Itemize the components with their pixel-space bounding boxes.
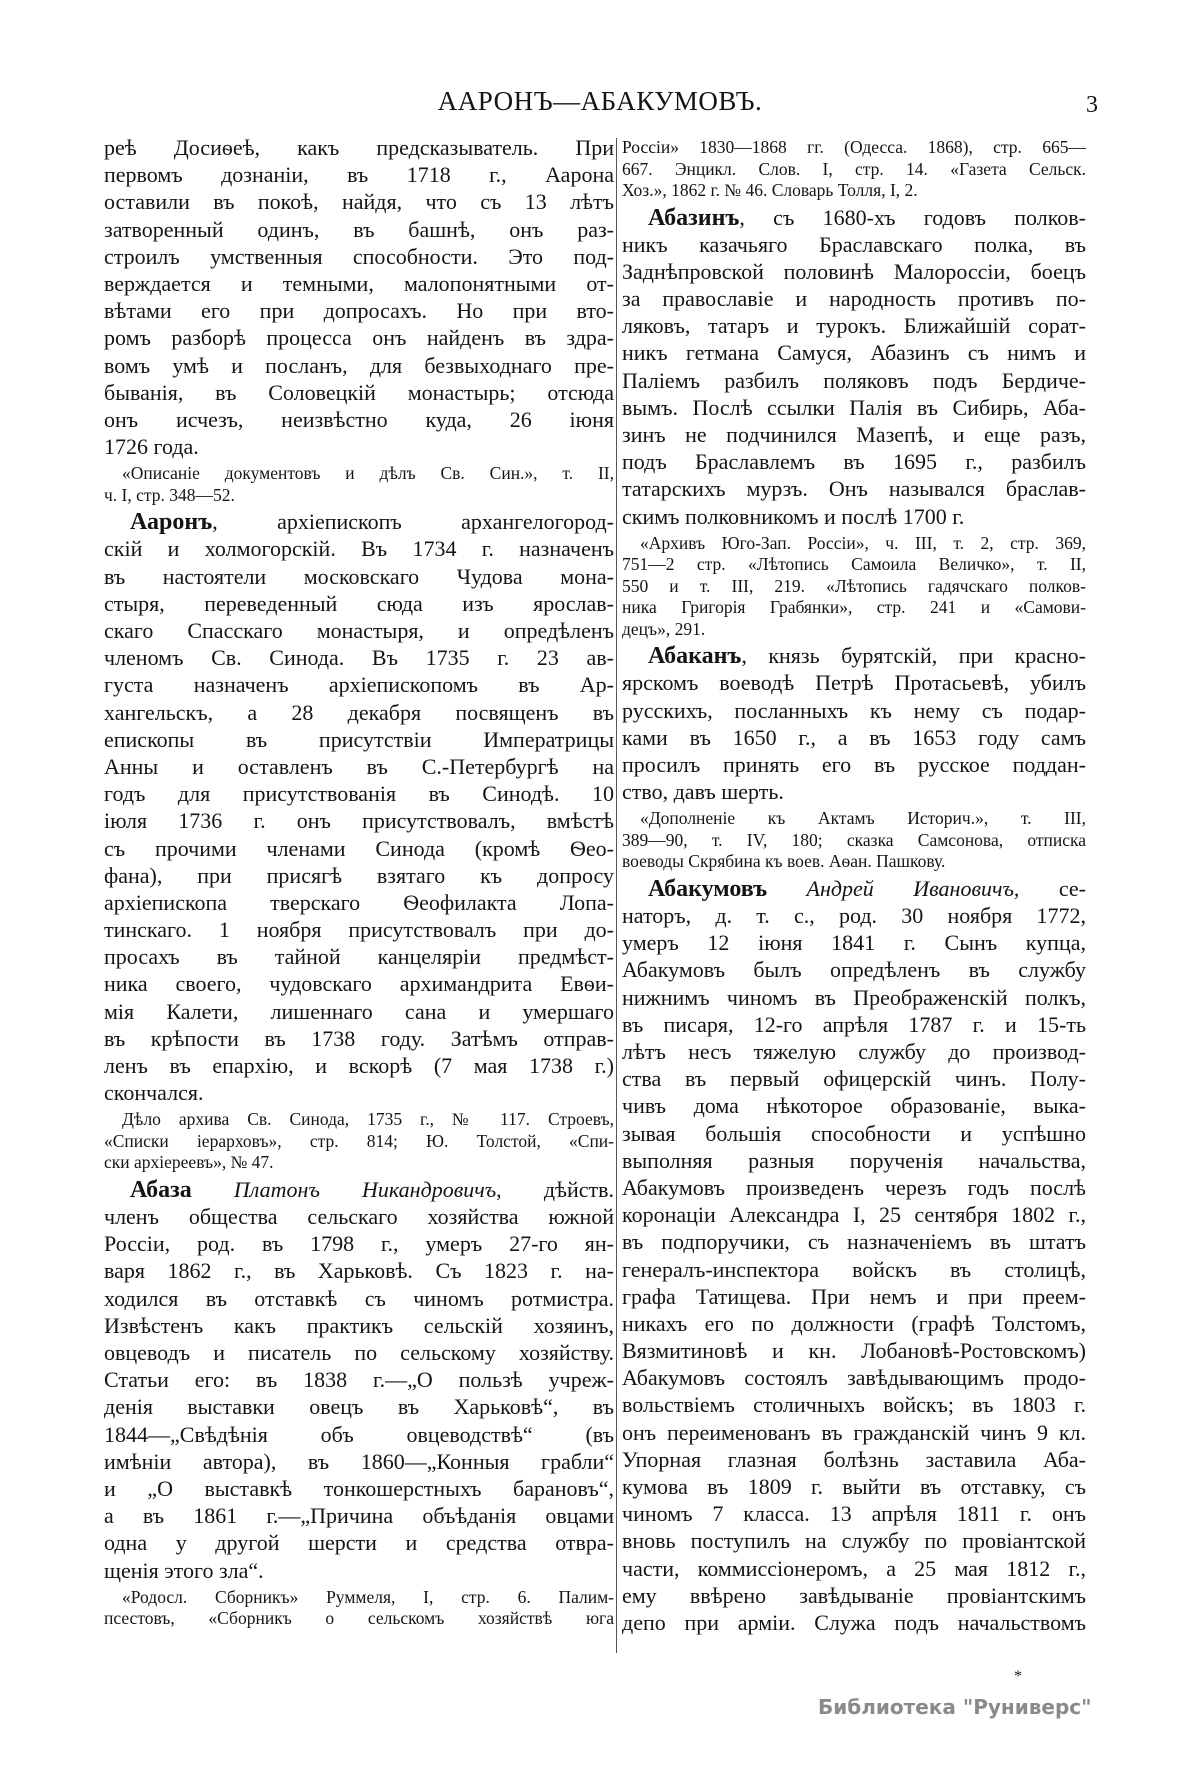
text-line: «Дополненіе къ Актамъ Историч.», т. III, (640, 808, 1086, 829)
text-line: имѣніи автора), въ 1860—„Конныя грабли“ (104, 1448, 614, 1474)
text-line: зывая большія способности и успѣшно (622, 1120, 1086, 1146)
text-line: ленъ въ епархію, и вскорѣ (7 мая 1738 г.) (104, 1053, 614, 1078)
text-line: воеводы Скрябина къ воев. Аѳан. Пашкову. (622, 851, 946, 872)
entry-text: , съ 1680-хъ годовъ полков- (739, 204, 1086, 230)
entry-text: , се- (1013, 875, 1086, 901)
text-line: въ подпоручики, съ назначеніемъ въ штатъ (622, 1229, 1086, 1255)
text-line: вѣтами его при допросахъ. Но при вто- (104, 298, 614, 324)
reference-block (622, 137, 1086, 202)
text-line: Россіи, род. въ 1798 г., умеръ 27-го ян- (104, 1231, 614, 1257)
text-line: 389—90, т. IV, 180; сказка Самсонова, отписка (622, 829, 1086, 850)
text-line: фана), при присягѣ взятаго къ допросу (104, 862, 614, 888)
text-line: Заднѣпровской половинѣ Малороссіи, боецъ (622, 258, 1086, 284)
text-line: тинскаго. 1 ноября присутствовалъ при до- (104, 917, 614, 943)
text-line: графа Татищева. При немъ и при преем- (622, 1283, 1086, 1309)
text-line: «Списки іерарховъ», стр. 814; Ю. Толстой, «Спи- (104, 1130, 614, 1151)
text-line: Россіи» 1830—1868 гг. (Одесса. 1868), стр. 665— (622, 137, 1086, 157)
text-line: одна у другой шерсти и средства отвра- (104, 1530, 614, 1556)
text-line: Упорная глазная болѣзнь заставила Аба- (622, 1446, 1086, 1472)
running-head: ААРОНЪ—АБАКУМОВЪ. (437, 86, 763, 116)
text-line: стыря, переведенный сюда изъ ярослав- (104, 590, 614, 616)
text-line: «Архивъ Юго-Зап. Россіи», ч. III, т. 2, стр. 369, (640, 532, 1086, 553)
text-line: густа назначенъ архіепископомъ въ Ар- (104, 672, 614, 698)
text-line: децъ», 291. (622, 618, 706, 639)
text-line: ему ввѣрено завѣдываніе провіантскимъ (622, 1582, 1086, 1608)
text-line: чиномъ 7 класса. 13 апрѣля 1811 г. онъ (622, 1501, 1086, 1527)
text-line: Извѣстенъ какъ практикъ сельскій хозяинъ, (104, 1312, 614, 1338)
text-line: лѣтъ несъ тяжелую службу до производ- (622, 1039, 1086, 1064)
text-line: хангельскъ, а 28 декабря посвященъ въ (104, 699, 614, 725)
text-line: русскихъ, посланныхъ къ нему съ подар- (622, 697, 1086, 723)
entry-headword: Абаканъ (648, 643, 742, 670)
text-line: Абакумовъ произведенъ черезъ годъ послѣ (622, 1174, 1086, 1200)
text-line: вновь поступилъ на службу по провіантской (622, 1528, 1086, 1554)
text-line: ника своего, чудовскаго архимандрита Евѳи- (104, 971, 614, 997)
entry-name-italic: Андрей Ивановичъ (767, 875, 1014, 901)
text-line: скончался. (104, 1080, 204, 1106)
text-line: реѣ Досиѳеѣ, какъ предсказыватель. При (104, 135, 614, 160)
text-line: ходился въ отставкѣ съ чиномъ ротмистра. (104, 1285, 614, 1311)
text-line: псестовъ, «Сборникъ о сельскомъ хозяйствѣ юга (104, 1608, 614, 1629)
text-line: «Родосл. Сборникъ» Руммеля, I, стр. 6. Палим- (122, 1586, 614, 1607)
text-line: Статьи его: въ 1838 г.—„О пользѣ учреж- (104, 1367, 614, 1393)
text-line: генералъ-инспектора войскъ въ столицѣ, (622, 1256, 1086, 1282)
text-line: Дѣло архива Св. Синода, 1735 г., № 117. Строевъ, (122, 1109, 614, 1130)
text-line: ляковъ, татаръ и турокъ. Ближайшій сорат- (622, 313, 1086, 339)
entry-text: , князь бурятскій, при красно- (741, 643, 1086, 669)
text-line: первомъ дознаніи, въ 1718 г., Аарона (104, 162, 614, 188)
text-line: 1726 года. (104, 434, 199, 460)
text-line: Абакумовъ состоялъ завѣдывающимъ продо- (622, 1365, 1086, 1391)
article-entry (104, 508, 614, 1106)
page-number: 3 (1086, 92, 1098, 118)
entry-text: , архіепископъ архангелогород- (212, 509, 614, 535)
text-line: Абакумовъ былъ опредѣленъ въ службу (622, 957, 1086, 983)
text-line: ство, давъ шерть. (622, 779, 784, 805)
text-line: кумова въ 1809 г. выйти въ отставку, съ (622, 1474, 1086, 1499)
text-line: ч. I, стр. 348—52. (104, 484, 235, 505)
text-line: денія выставки овецъ въ Харьковѣ“, въ (104, 1394, 614, 1420)
text-line: скаго Спасскаго монастыря, и опредѣленъ (104, 618, 614, 643)
text-line: Хоз.», 1862 г. № 46. Словарь Толля, I, 2. (622, 180, 918, 200)
text-line: 1844—„Свѣдѣнія объ овцеводствѣ“ (въ (104, 1421, 614, 1447)
text-line: ства въ первый офицерскій чинъ. Полу- (622, 1066, 1086, 1092)
text-line: а въ 1861 г.—„Причина объѣданія овцами (104, 1503, 614, 1529)
reference-block (622, 533, 1086, 641)
text-line: и „О выставкѣ тонкошерстныхъ барановъ“, (104, 1475, 614, 1501)
right-column (622, 134, 1086, 1636)
text-line: никахъ его по должности (графѣ Толстомъ, (622, 1310, 1086, 1336)
text-line: чивъ дома нѣкоторое образованіе, выка- (622, 1093, 1086, 1119)
text-line: годъ для присутствованія въ Синодѣ. 10 (104, 781, 614, 807)
text-line: выполняя разныя порученія начальства, (622, 1147, 1086, 1173)
text-line: 550 и т. III, 219. «Лѣтопись гадячскаго полков- (622, 575, 1086, 596)
text-line: «Описаніе документовъ и дѣлъ Св. Син.», т. II, (122, 463, 614, 484)
text-line (104, 1176, 614, 1203)
text-line: въ настоятели московскаго Чудова мона- (104, 563, 614, 589)
entry-headword: Абаза (130, 1176, 192, 1203)
text-line: съ прочими членами Синода (кромѣ Ѳео- (104, 835, 614, 861)
article-entry (104, 134, 614, 460)
reference-block (104, 1587, 614, 1630)
reference-block (622, 808, 1086, 873)
text-line: части, коммиссіонеромъ, а 25 мая 1812 г., (622, 1555, 1086, 1581)
text-line: верждается и темными, малопонятными от- (104, 270, 614, 296)
reference-block (104, 463, 614, 506)
text-line: епископы въ присутствіи Императрицы (104, 726, 614, 752)
text-line: варя 1862 г., въ Харьковѣ. Съ 1823 г. на- (104, 1258, 614, 1284)
text-line: въ писаря, 12-го апрѣля 1787 г. и 15-ть (622, 1011, 1086, 1037)
text-line: ски архіереевъ», № 47. (104, 1152, 274, 1173)
library-watermark: Библиотека "Руниверс" (818, 1695, 1092, 1719)
text-line: скій и холмогорскій. Въ 1734 г. назначенъ (104, 536, 614, 562)
text-line: членомъ Св. Синода. Въ 1735 г. 23 ав- (104, 645, 614, 671)
text-line: никъ казачьяго Браславскаго полка, въ (622, 231, 1086, 257)
text-line: быванія, въ Соловецкій монастырь; отсюда (104, 379, 614, 405)
text-line: ника Григорія Грабянки», стр. 241 и «Самови- (622, 597, 1086, 618)
text-line: затворенный одинъ, въ башнѣ, онъ раз- (104, 216, 614, 242)
text-line: татарскихъ мурзъ. Онъ назывался браслав- (622, 476, 1086, 502)
text-line: онъ исчезъ, неизвѣстно куда, 26 іюня (104, 406, 614, 432)
entry-headword: Абакумовъ (648, 875, 768, 902)
text-line: строилъ умственныя способности. Это под- (104, 243, 614, 269)
article-entry (622, 642, 1086, 805)
text-line: вымъ. Послѣ ссылки Палія въ Сибирь, Аба- (622, 394, 1086, 420)
text-line: просахъ въ тайной канцеляріи предмѣст- (104, 944, 614, 970)
reference-block (104, 1109, 614, 1174)
text-line: оставили въ покоѣ, найдя, что съ 13 лѣтъ (104, 189, 614, 215)
text-line: депо при арміи. Служа подъ начальствомъ (622, 1609, 1086, 1635)
text-line: щенія этого зла“. (104, 1557, 264, 1583)
left-column (104, 134, 614, 1632)
entry-text: , дѣйств. (496, 1176, 614, 1202)
text-line: 751—2 стр. «Лѣтопись Самоила Величко», т. II, (622, 554, 1086, 575)
text-line: умеръ 12 іюня 1841 г. Сынъ купца, (622, 930, 1086, 956)
entry-headword: Абазинъ (648, 204, 740, 231)
text-line: вольствіемъ столичныхъ войскъ; въ 1803 г. (622, 1392, 1086, 1418)
signature-mark: * (1014, 1668, 1022, 1685)
text-line: архіепископа тверскаго Ѳеофилакта Лопа- (104, 889, 614, 915)
text-line: Паліемъ разбилъ поляковъ подъ Бердиче- (622, 367, 1086, 393)
text-line: ярскомъ воеводѣ Петрѣ Протасьевѣ, убилъ (622, 670, 1086, 696)
text-line (104, 508, 614, 535)
text-line: овцеводъ и писатель по сельскому хозяйству. (104, 1340, 614, 1365)
text-line: въ крѣпости въ 1738 году. Затѣмъ отправ- (104, 1025, 614, 1051)
article-entry (622, 204, 1086, 530)
entry-name-italic: Платонъ Никандровичъ (191, 1176, 497, 1202)
text-line: просилъ принять его въ русское поддан- (622, 752, 1086, 777)
text-line: іюля 1736 г. онъ присутствовалъ, вмѣстѣ (104, 808, 614, 834)
text-line: коронаціи Александра I, 25 сентября 1802 г., (622, 1202, 1086, 1228)
text-line: вомъ умѣ и посланъ, для безвыходнаго пре- (104, 352, 614, 378)
text-line: членъ общества сельскаго хозяйства южной (104, 1204, 614, 1230)
text-line: ками въ 1650 г., а въ 1653 году самъ (622, 724, 1086, 750)
text-line: Анны и оставленъ въ С.-Петербургѣ на (104, 753, 614, 779)
text-line: ромъ разборѣ процесса онъ найденъ въ здра- (104, 325, 614, 351)
text-line: мія Калети, лишеннаго сана и умершаго (104, 998, 614, 1024)
text-line: за православіе и народность противъ по- (622, 286, 1086, 312)
text-line: онъ переименованъ въ гражданскій чинъ 9 кл. (622, 1419, 1086, 1445)
text-line (622, 642, 1086, 669)
text-line: наторъ, д. т. с., род. 30 ноября 1772, (622, 903, 1086, 929)
text-line: Вязмитиновѣ и кн. Лобановѣ-Ростовскомъ) (622, 1338, 1086, 1364)
text-line: 667. Энцикл. Слов. I, стр. 14. «Газета Сельск. (622, 158, 1086, 179)
article-entry (104, 1176, 614, 1584)
text-line: нижнимъ чиномъ въ Преображенскій полкъ, (622, 984, 1086, 1010)
text-line: зинъ не подчинился Мазепѣ, и еще разъ, (622, 422, 1086, 447)
text-line (622, 204, 1086, 231)
entry-headword: Ааронъ (130, 509, 213, 536)
text-line (622, 875, 1086, 902)
text-line: скимъ полковникомъ и послѣ 1700 г. (622, 503, 965, 529)
text-line: никъ гетмана Самуся, Абазинъ съ нимъ и (622, 340, 1086, 366)
text-line: подъ Браславлемъ въ 1695 г., разбилъ (622, 449, 1086, 475)
article-entry (622, 875, 1086, 1636)
column-divider (616, 138, 617, 1653)
